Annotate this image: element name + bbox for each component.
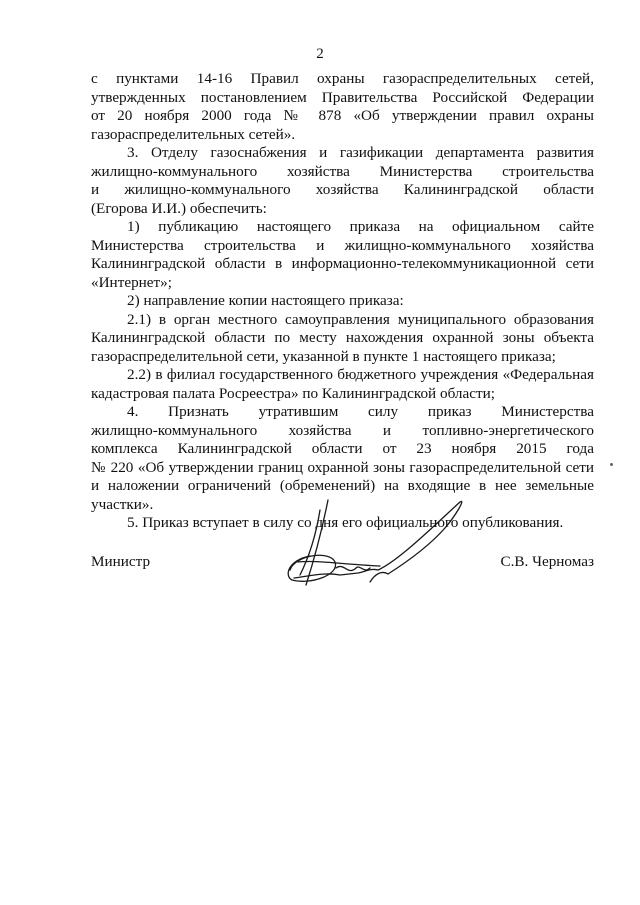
text-line: газораспределительной сети, указанной в пункте 1 настоящего приказа; <box>91 347 556 365</box>
text-line: и наложении ограничений (обременений) на входящие в нее земельные <box>91 477 594 494</box>
paragraph-1 <box>91 70 594 144</box>
handwritten-signature <box>270 490 470 610</box>
text-line: и жилищно-коммунального хозяйства Калининградской области <box>91 181 594 198</box>
document-body <box>91 70 594 533</box>
signer-title: Министр <box>91 553 151 570</box>
text-line: 2) направление копии настоящего приказа: <box>127 292 404 309</box>
paragraph-3-2-2 <box>91 366 594 403</box>
text-line: 5. Приказ вступает в силу со дня его официального опубликования. <box>127 514 564 531</box>
paragraph-3 <box>91 144 594 218</box>
page-mark <box>610 463 613 466</box>
text-line: 2.2) в филиал государственного бюджетного учреждения «Федеральная <box>127 366 594 383</box>
text-line: газораспределительных сетей». <box>91 125 296 143</box>
signature-block <box>91 553 594 577</box>
text-line: Министерства строительства и жилищно-коммунального хозяйства <box>91 236 594 254</box>
paragraph-3-2-1 <box>91 311 594 367</box>
text-line: жилищно-коммунального хозяйства Министерства строительства <box>91 162 594 180</box>
paragraph-3-1 <box>91 218 594 292</box>
text-line: комплекса Калининградской области от 23 ноября 2015 года <box>91 440 594 457</box>
text-line: кадастровая палата Росреестра» по Калининградской области; <box>91 384 495 402</box>
text-line: № 220 «Об утверждении границ охранной зоны газораспределительной сети <box>91 458 594 476</box>
text-line: от 20 ноября 2000 года № 878 «Об утверждении правил охраны <box>91 107 594 124</box>
paragraph-3-2 <box>91 292 594 311</box>
text-line: участки». <box>91 495 154 513</box>
page-number: 2 <box>316 46 324 62</box>
text-line: утвержденных постановлением Правительства Российской Федерации <box>91 88 594 106</box>
text-line: с пунктами 14-16 Правил охраны газораспределительных сетей, <box>91 70 594 87</box>
text-line: (Егорова И.И.) обеспечить: <box>91 199 267 217</box>
text-line: Калининградской области по месту нахождения охранной зоны объекта <box>91 329 594 346</box>
text-line: 2.1) в орган местного самоуправления муниципального образования <box>127 310 594 328</box>
text-line: 1) публикацию настоящего приказа на официальном сайте <box>127 218 594 235</box>
text-line: жилищно-коммунального хозяйства и топливно-энергетического <box>91 421 594 439</box>
signer-name: С.В. Черномаз <box>500 553 594 570</box>
text-line: 4. Признать утратившим силу приказ Министерства <box>127 403 594 420</box>
text-line: 3. Отделу газоснабжения и газификации департамента развития <box>127 144 594 161</box>
text-line: «Интернет»; <box>91 273 172 291</box>
text-line: Калининградской области в информационно-телекоммуникационной сети <box>91 255 594 272</box>
